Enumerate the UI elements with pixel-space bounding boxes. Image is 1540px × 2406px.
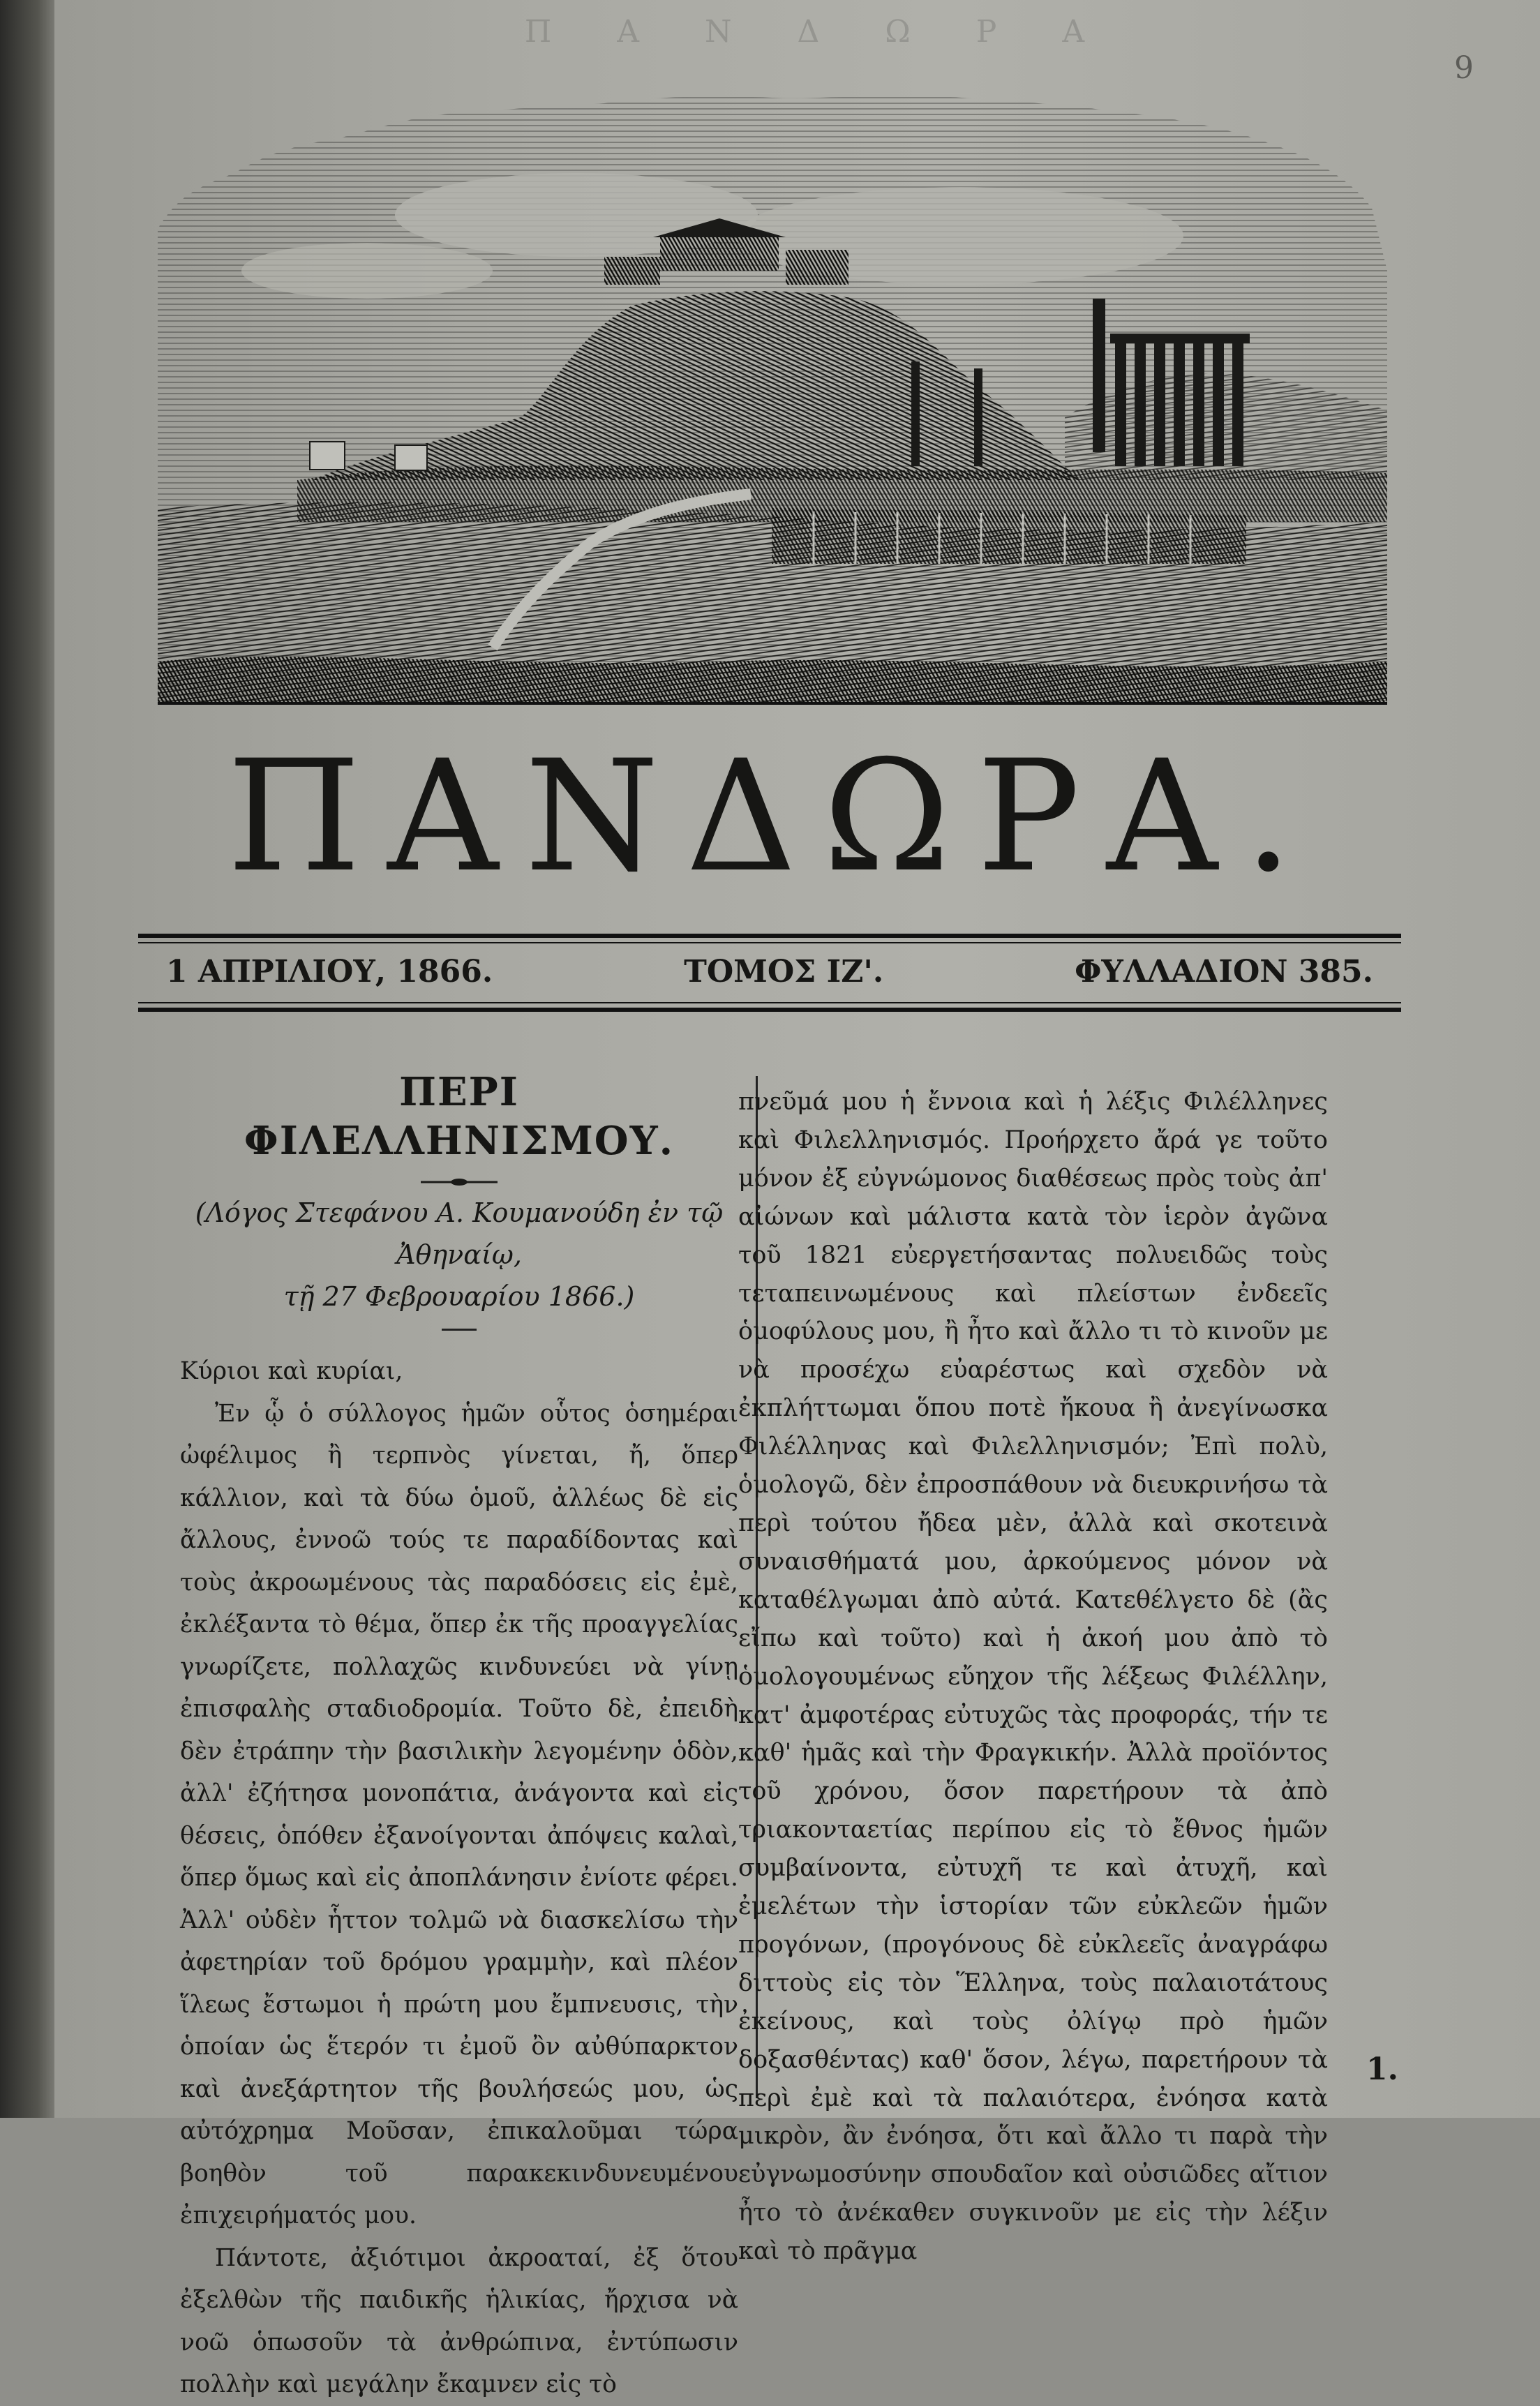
article-paragraph: Πάντοτε, ἀξιότιμοι ἀκροαταί, ἐξ ὅτου ἐξελθὼν τῆς παιδικῆς ἡλικίας, ἤρχισα νὰ νοῶ ὁπωσοῦν τὰ ἀνθρώπινα, ἐντύπωσιν πολλὴν καὶ μεγάλην ἔκαμνεν εἰς τὸ xyxy=(180,2243,738,2398)
sheet-signature-number: 1. xyxy=(1366,2052,1398,2087)
article-title: ΠΕΡΙ ΦΙΛΕΛΛΗΝΙΣΜΟΥ. xyxy=(244,1069,675,1164)
bleed-through-text: Π Α Ν Δ Ω Ρ Α xyxy=(524,14,1113,50)
article-paragraph: πνεῦμά μου ἡ ἔννοια καὶ ἡ λέξις Φιλέλληνες καὶ Φιλελληνισμός. Προήρχετο ἄρά γε τοῦτο μόνον ἐξ εὐγνώμονος διαθέσεως πρὸς τοὺς ἀπ' αἰώνων καὶ μάλιστα κατὰ τὸν ἱερὸν ἀγῶνα τοῦ 1821 εὐεργετήσαντας πολυειδῶς τοὺς τεταπεινωμένους καὶ πλείστων ἐνδεεῖς ὁμοφύλους μου, ἢ ἦτο καὶ ἄλλο τι τὸ κινοῦν με νὰ προσέχω εὐαρέστως καὶ σχεδὸν νὰ ἐκπλήττωμαι ὅπου ποτὲ ἤκουα ἢ ἀνεγίνωσκα Φιλέλληνας καὶ Φιλελληνισμόν; Ἐπὶ πολὺ, ὁμολογῶ, δὲν ἐπροσπάθουν νὰ διευκρινήσω τὰ περὶ τούτου ἤδεα μὲν, ἀλλὰ καὶ σκοτεινὰ συναισθήματά μου, ἀρκούμενος μόνον νὰ καταθέλγωμαι ἀπὸ αὐτά. Κατεθέλγετο δὲ (ἂς εἴπω καὶ τοῦτο) καὶ ἡ ἀκοή μου ἀπὸ τὸ ὁμολογουμένως εὔηχον τῆς λέξεως Φιλέλλην, κατ' ἀμφοτέρας εὐτυχῶς τὰς προφοράς, τήν τε καθ' ἡμᾶς καὶ τὴν Φραγκικήν. Ἀλλὰ προϊόντος τοῦ χρόνου, ὅσον παρετήρουν τὰ ἀπὸ τριακονταετίας περίπου εἰς τὸ ἔθνος ἡμῶν συμβαίνοντα, εὐτυχῆ τε καὶ ἀτυχῆ, καὶ ἐμελέτων τὴν ἱστορίαν τῶν εὐκλεῶν ἡμῶν προγόνων, (προγόνους δὲ εὐκλεεῖς ἀναγράφω διττοὺς εἰς τὸν Ἕλληνα, τοὺς παλαιοτάτους ἐκείνους, καὶ τοὺς ὀλίγῳ πρὸ ἡμῶν δοξασθέντας) καθ' ὅσον, λέγω, παρετήρουν τὰ περὶ ἐμὲ καὶ τὰ παλαιότερα, ἐνόησα κατὰ μικρὸν, ἂν ἐνόησα, ὅτι καὶ ἄλλο τι παρὰ τὴν εὐγνωμοσύνην σπουδαῖον καὶ οὐσιῶδες αἴτιον ἦτο τὸ ἀνέκαθεν συγκινοῦν με εἰς τὴν λέξιν καὶ τὸ πρᾶγμα xyxy=(738,1088,1328,2266)
acropolis-engraving-icon xyxy=(158,89,1387,705)
page-number: 9 xyxy=(1454,50,1474,86)
issue-rule-bottom xyxy=(138,1008,1401,1012)
issue-rule-bottom-thin xyxy=(138,1002,1401,1003)
newspaper-page xyxy=(54,0,1540,2398)
masthead-rule-top-thin xyxy=(138,942,1401,943)
article-subtitle-line2: τῇ 27 Φεβρουαρίου 1866.) xyxy=(283,1281,635,1312)
ornament-dash-icon xyxy=(421,1178,498,1186)
book-gutter-shadow xyxy=(0,0,54,2118)
masthead-title: ΠΑΝΔΩΡΑ. xyxy=(227,727,1320,906)
issue-sheet: ΦΥΛΛΑΔΙΟΝ 385. xyxy=(1075,953,1373,989)
article-salutation: Κύριοι καὶ κυρίαι, xyxy=(180,1357,403,1385)
article-paragraph: Ἐν ᾧ ὁ σύλλογος ἡμῶν οὗτος ὁσημέραι ὠφέλιμος ἢ τερπνὸς γίνεται, ἤ, ὅπερ κάλλιον, καὶ τὰ δύω ὁμοῦ, ἀλλέως δὲ εἰς ἄλλους, ἐννοῶ τούς τε παραδίδοντας καὶ τοὺς ἀκροωμένους τὰς παραδόσεις εἰς ἐμὲ, ἐκλέξαντα τὸ θέμα, ὅπερ ἐκ τῆς προαγγελίας γνωρίζετε, πολλαχῶς κινδυνεύει νὰ γίνῃ ἐπισφαλὴς σταδιοδρομία. Τοῦτο δὲ, ἐπειδὴ δὲν ἐτράπην τὴν βασιλικὴν λεγομένην ὁδὸν, ἀλλ' ἐζήτησα μονοπάτια, ἀνάγοντα καὶ εἰς θέσεις, ὁπόθεν ἐξανοίγονται ἀπόψεις καλαὶ, ὅπερ ὅμως καὶ εἰς ἀποπλάνησιν ἐνίοτε φέρει. Ἀλλ' οὐδὲν ἧττον τολμῶ νὰ διασκελίσω τὴν ἀφετηρίαν τοῦ δρόμου γραμμὴν, καὶ πλέον ἵλεως ἔστωμοι ἡ πρώτη μου ἔμπνευσις, τὴν ὁποίαν ὡς ἕτερόν τι ἐμοῦ ὂν αὐθύπαρκτον καὶ ἀνεξάρτητον τῆς βουλήσεώς μου, ὡς αὐτόχρημα Μοῦσαν, ἐπικαλοῦμαι τώρα βοηθὸν τοῦ παρακεκινδυνευμένου ἐπιχειρήματός μου. xyxy=(180,1399,738,2229)
issue-date: 1 ΑΠΡΙΛΙΟΥ, 1866. xyxy=(166,953,493,989)
issue-info-row xyxy=(138,950,1401,992)
subtitle-divider xyxy=(442,1329,477,1331)
article-right-column xyxy=(738,1083,1328,2271)
masthead-rule-top xyxy=(138,934,1401,938)
article-left-column xyxy=(180,1068,738,2406)
issue-volume: ΤΟΜΟΣ ΙΖ'. xyxy=(684,953,884,989)
article-subtitle-line1: (Λόγος Στεφάνου Α. Κουμανούδη ἐν τῷ Ἀθηναίῳ, xyxy=(195,1197,724,1270)
